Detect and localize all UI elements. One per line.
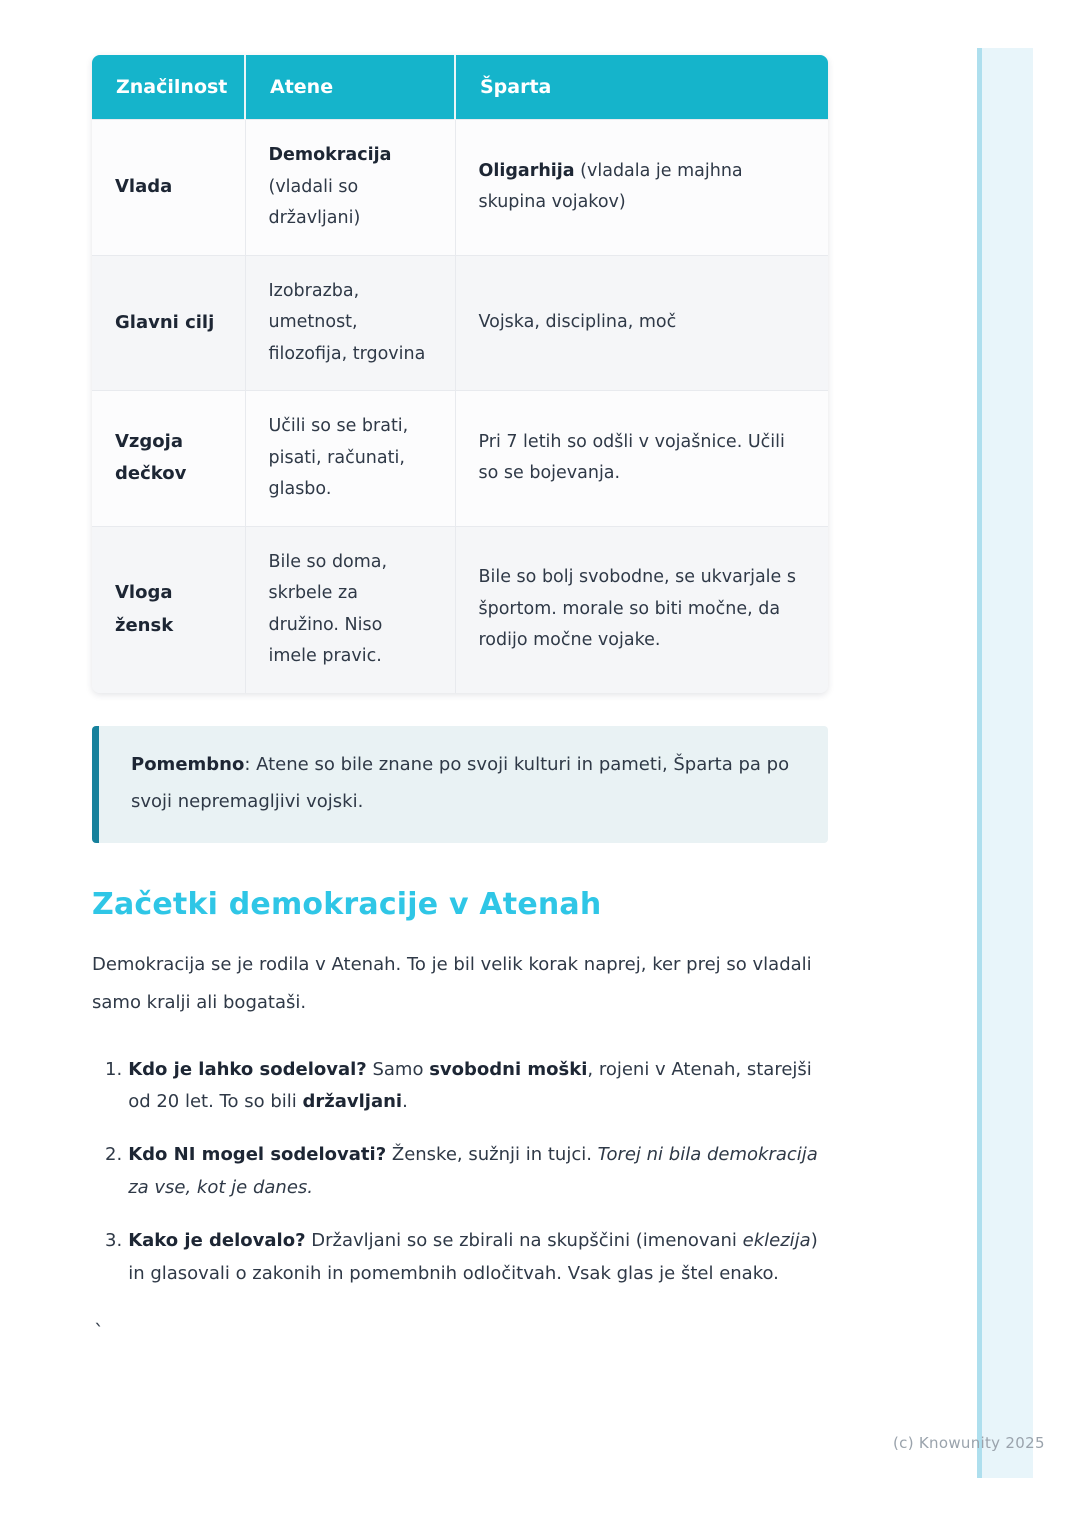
text-segment: Državljani so se zbirali na skupščini (imenovani	[305, 1230, 743, 1252]
callout-text	[131, 746, 800, 822]
list-item-text	[128, 1139, 828, 1204]
text-segment: Vojska, disciplina, moč	[478, 312, 677, 332]
text-segment: Kdo je lahko sodeloval?	[128, 1058, 367, 1080]
list-item-number: 1.	[105, 1058, 123, 1080]
numbered-list	[92, 1054, 828, 1290]
text-segment: Demokracija	[268, 145, 392, 165]
text-segment: Kdo NI mogel sodelovati?	[128, 1144, 387, 1166]
list-item	[92, 1054, 828, 1119]
feature-cell: Vlada	[92, 120, 245, 256]
feature-cell: Vzgoja dečkov	[92, 391, 245, 527]
text-segment: (vladala je majhna skupina vojakov)	[478, 160, 743, 213]
table-row	[92, 255, 828, 391]
text-segment: Izobrazba, umetnost, filozofija, trgovina	[268, 280, 426, 364]
athens-cell	[245, 120, 455, 256]
table-header-athens: Atene	[245, 55, 455, 120]
table-row	[92, 391, 828, 527]
text-segment: Ženske, sužnji in tujci.	[386, 1144, 598, 1166]
table-row	[92, 526, 828, 693]
sparta-cell	[455, 255, 828, 391]
list-item-text	[128, 1054, 828, 1119]
text-segment: , rojeni v Atenah, starejši od 20 let. To so bili	[128, 1058, 812, 1113]
table-body	[92, 120, 828, 693]
text-segment: ) in glasovali o zakonih in pomembnih odločitvah. Vsak glas je štel enako.	[128, 1230, 818, 1284]
sparta-cell	[455, 391, 828, 527]
list-item	[92, 1225, 828, 1290]
footer-credit: (c) Knowunity 2025	[893, 1434, 1045, 1452]
athens-sparta-table	[92, 55, 828, 693]
list-item-text	[128, 1225, 828, 1290]
feature-cell: Glavni cilj	[92, 255, 245, 391]
sparta-cell	[455, 120, 828, 256]
text-segment: Bile so bolj svobodne, se ukvarjale s športom. morale so biti močne, da rodijo močne vojake.	[478, 567, 796, 651]
text-segment: svobodni moški	[429, 1058, 588, 1080]
table-header-row	[92, 55, 828, 120]
sparta-cell	[455, 526, 828, 693]
text-segment: Pri 7 letih so odšli v vojašnice. Učili so se bojevanja.	[478, 431, 785, 484]
list-item-number: 2.	[105, 1144, 123, 1166]
table-row	[92, 120, 828, 256]
text-segment: eklezija	[742, 1230, 811, 1252]
text-segment: : Atene so bile znane po svoji kulturi in pameti, Šparta pa po svoji nepremagljivi vojski.	[131, 753, 790, 813]
text-segment: Oligarhija	[478, 160, 575, 181]
text-segment: državljani	[302, 1091, 403, 1113]
important-callout	[92, 726, 828, 844]
section-heading: Začetki demokracije v Atenah	[92, 887, 602, 923]
athens-cell	[245, 526, 455, 693]
feature-cell: Vloga žensk	[92, 526, 245, 693]
text-segment: Torej ni bila demokracija za vse, kot je danes.	[128, 1144, 818, 1198]
athens-cell	[245, 391, 455, 527]
text-segment: Samo	[366, 1058, 430, 1080]
content-column	[92, 55, 828, 1344]
text-segment: Kako je delovalo?	[128, 1230, 306, 1252]
table-header-feature: Značilnost	[92, 55, 245, 120]
list-item	[92, 1139, 828, 1204]
athens-cell	[245, 255, 455, 391]
text-segment: Bile so doma, skrbele za družino. Niso imele pravic.	[268, 551, 388, 666]
text-segment: Učili so se brati, pisati, računati, glasbo.	[268, 416, 409, 499]
stray-backtick: `	[94, 1320, 104, 1345]
intro-paragraph: Demokracija se je rodila v Atenah. To je bil velik korak naprej, ker prej so vladali samo kralji ali bogataši.	[92, 954, 812, 1013]
table-header-sparta: Šparta	[455, 55, 828, 120]
comparison-table	[92, 55, 828, 693]
right-decoration-strip	[977, 48, 1033, 1478]
text-segment: Pomembno	[131, 753, 245, 775]
text-segment: (vladali so državljani)	[268, 176, 361, 228]
text-segment: .	[402, 1091, 408, 1113]
list-item-number: 3.	[105, 1230, 123, 1252]
